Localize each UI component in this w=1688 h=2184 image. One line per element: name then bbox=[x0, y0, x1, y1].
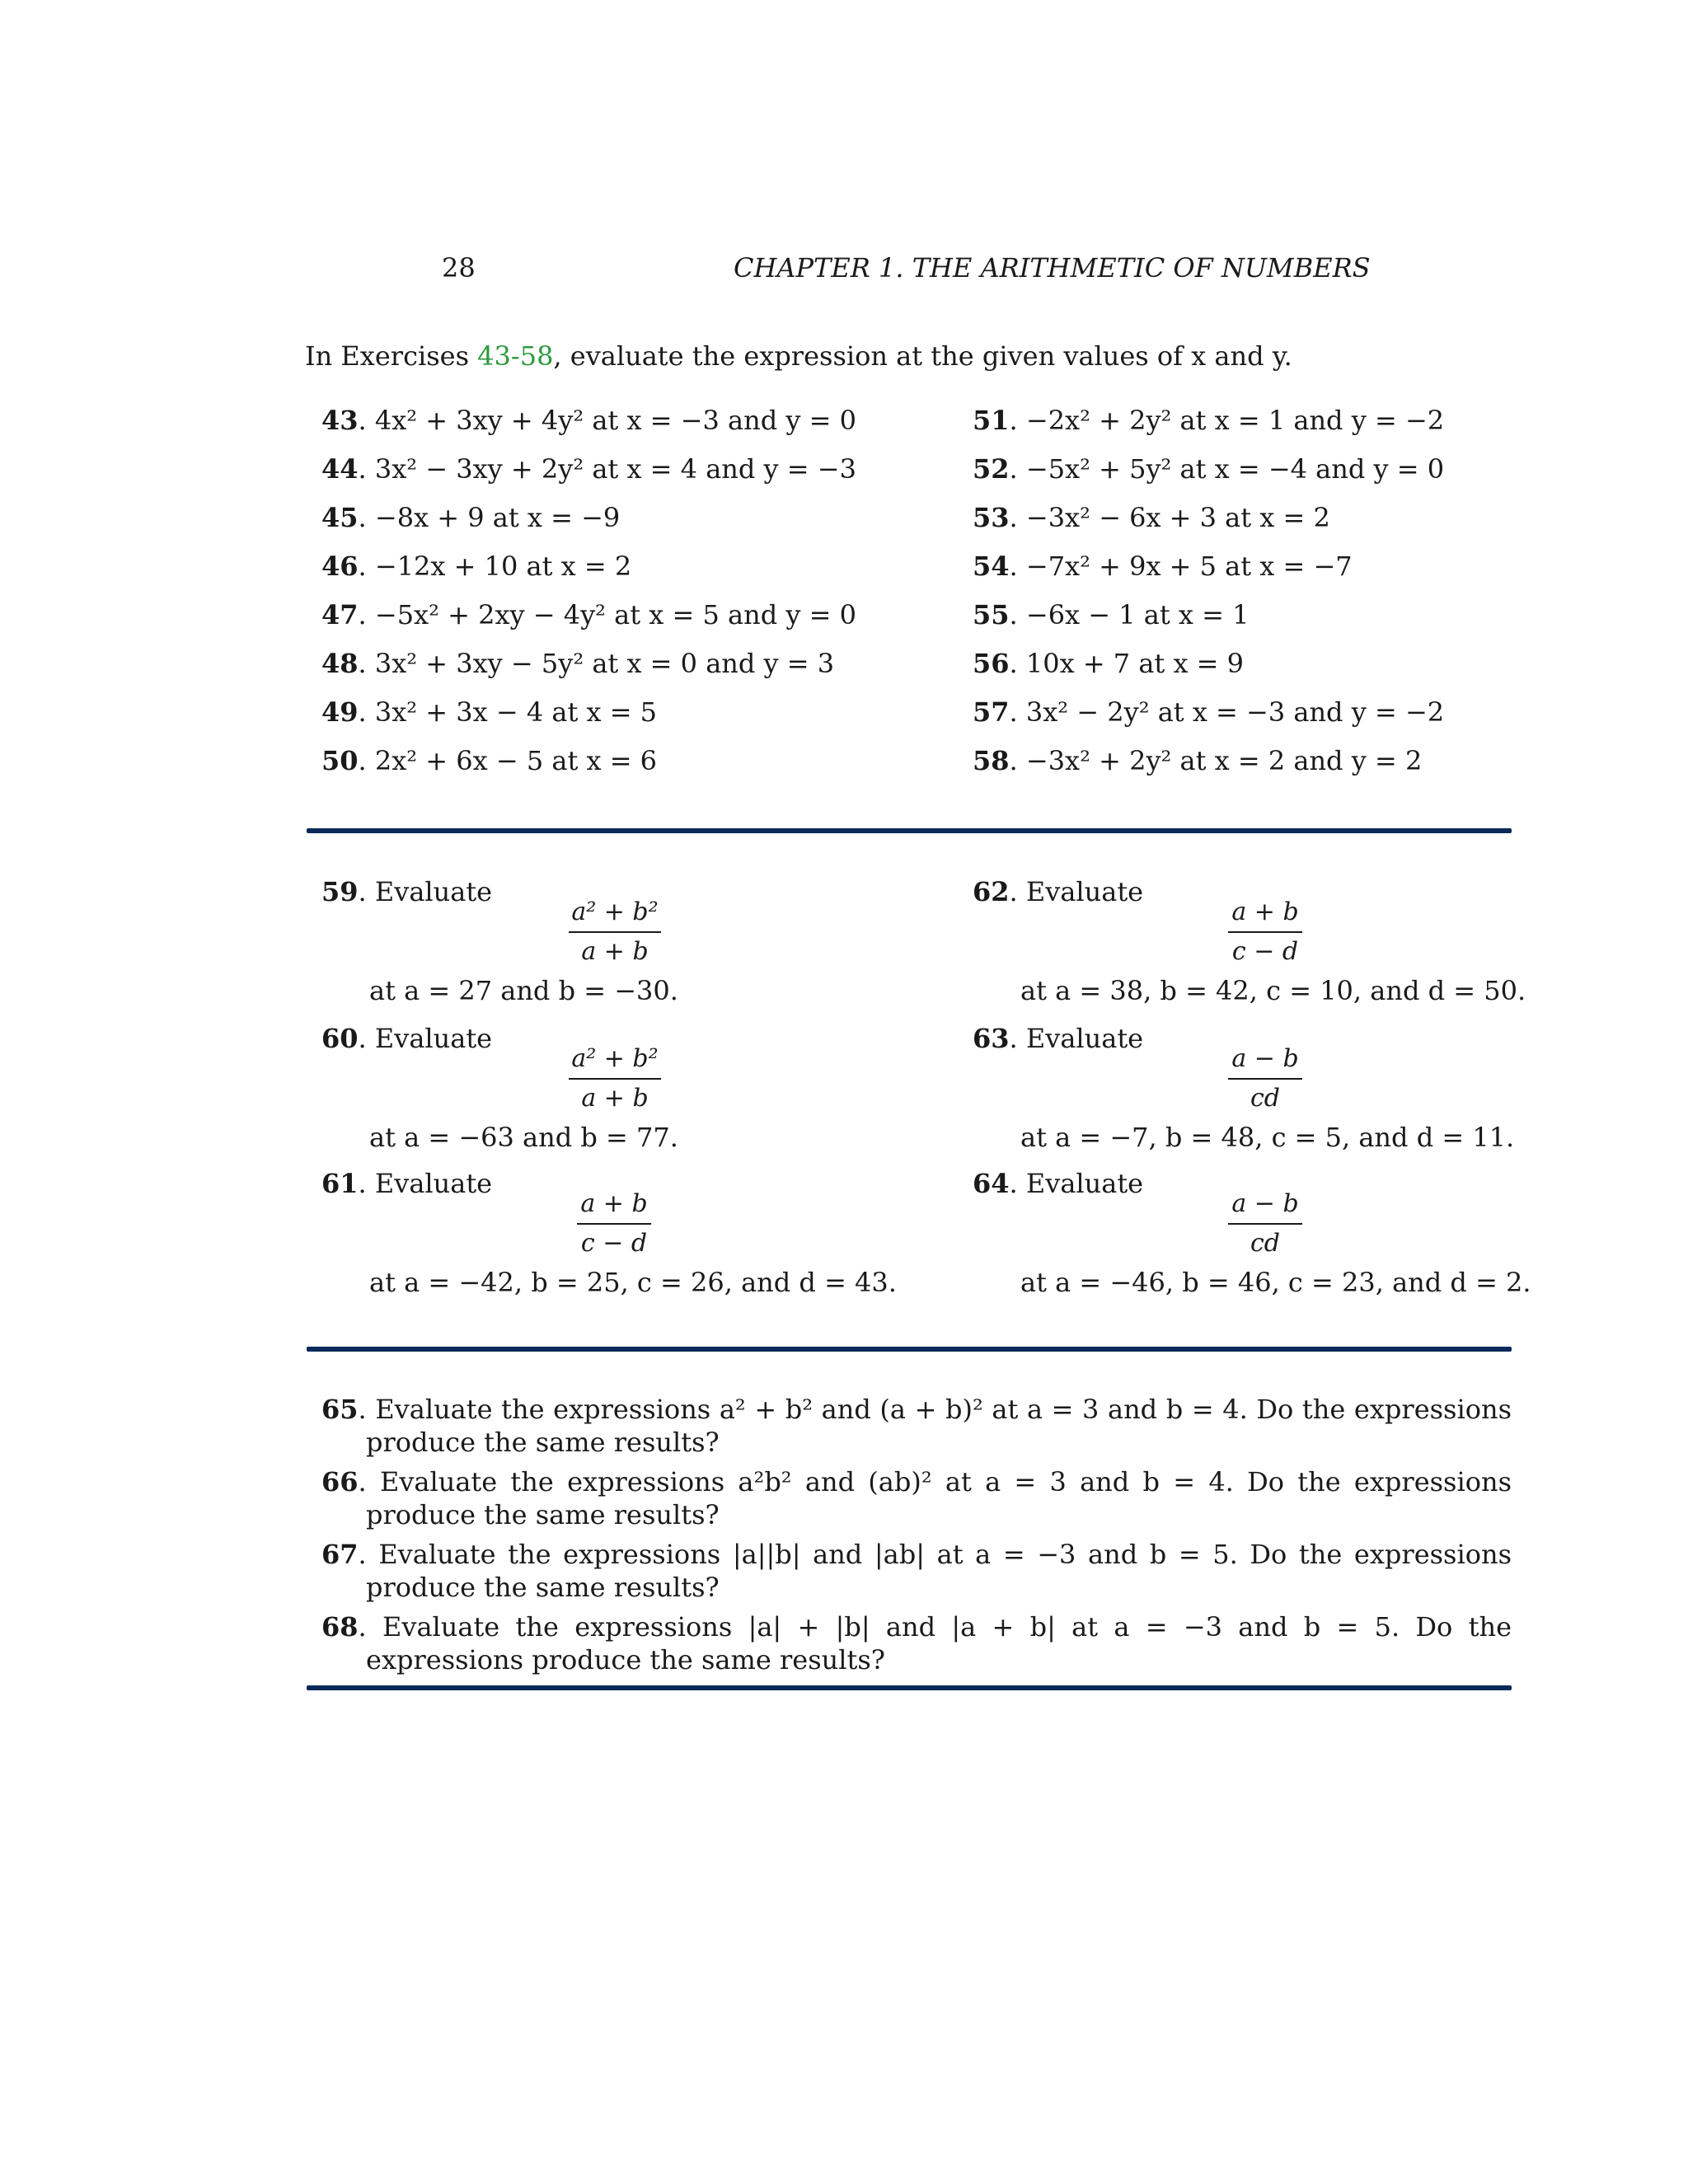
exercise-item: 45. −8x + 9 at x = −9 bbox=[321, 502, 621, 533]
exercise-text: −6x − 1 at x = 1 bbox=[1025, 599, 1250, 630]
exercise-item: 53. −3x² − 6x + 3 at x = 2 bbox=[973, 502, 1330, 533]
exercise-label: 62. Evaluate bbox=[973, 876, 1144, 907]
fraction-numerator: a + b bbox=[1231, 898, 1299, 926]
exercise-link-end[interactable]: 58 bbox=[519, 340, 554, 372]
exercise-number: 44 bbox=[321, 453, 359, 485]
exercise-number: 60 bbox=[321, 1023, 359, 1054]
fraction-bar bbox=[1228, 1223, 1302, 1225]
fraction-bar bbox=[569, 1078, 661, 1080]
fraction-bar bbox=[569, 931, 661, 933]
exercise-values: at a = 27 and b = −30. bbox=[369, 975, 678, 1006]
exercise-text: 3x² − 3xy + 2y² at x = 4 and y = −3 bbox=[374, 453, 856, 485]
exercise-text: −7x² + 9x + 5 at x = −7 bbox=[1025, 551, 1353, 582]
exercise-text: −8x + 9 at x = −9 bbox=[374, 502, 621, 533]
exercise-text: Evaluate bbox=[1025, 1168, 1144, 1199]
fraction-bar bbox=[577, 1223, 651, 1225]
exercise-item: 51. −2x² + 2y² at x = 1 and y = −2 bbox=[973, 405, 1445, 436]
exercise-text: Evaluate bbox=[374, 1168, 493, 1199]
fraction-numerator: a − b bbox=[1231, 1189, 1299, 1218]
intro-suffix: , evaluate the expression at the given values of x and y. bbox=[553, 340, 1292, 372]
exercise-number: 56 bbox=[973, 648, 1010, 679]
exercise-item: 67. Evaluate the expressions |a||b| and |ab| at a = −3 and b = 5. Do the expressions produce the same results? bbox=[321, 1539, 1512, 1603]
exercise-label: 61. Evaluate bbox=[321, 1168, 493, 1199]
fraction-numerator: a + b bbox=[580, 1189, 648, 1218]
exercise-text: −5x² + 2xy − 4y² at x = 5 and y = 0 bbox=[374, 599, 856, 630]
chapter-title: CHAPTER 1. THE ARITHMETIC OF NUMBERS bbox=[734, 252, 1371, 284]
exercise-item: 47. −5x² + 2xy − 4y² at x = 5 and y = 0 bbox=[321, 599, 856, 630]
exercise-text: Evaluate bbox=[374, 876, 493, 907]
exercise-item: 58. −3x² + 2y² at x = 2 and y = 2 bbox=[973, 745, 1423, 776]
fraction-numerator: a² + b² bbox=[571, 1044, 659, 1073]
exercise-text: −3x² + 2y² at x = 2 and y = 2 bbox=[1025, 745, 1423, 776]
fraction-bar bbox=[1228, 1078, 1302, 1080]
exercise-text: −3x² − 6x + 3 at x = 2 bbox=[1025, 502, 1330, 533]
exercise-text: 4x² + 3xy + 4y² at x = −3 and y = 0 bbox=[374, 405, 856, 436]
exercise-values: at a = 38, b = 42, c = 10, and d = 50. bbox=[1020, 975, 1526, 1006]
fraction-denominator: cd bbox=[1250, 1084, 1280, 1113]
exercise-label: 59. Evaluate bbox=[321, 876, 493, 907]
exercise-text: Evaluate the expressions a² + b² and (a + b)² at a = 3 and b = 4. Do the expressions produce the same results? bbox=[366, 1394, 1512, 1458]
exercise-number: 55 bbox=[973, 599, 1010, 630]
exercise-values: at a = −42, b = 25, c = 26, and d = 43. bbox=[369, 1267, 897, 1298]
exercise-number: 54 bbox=[973, 551, 1010, 582]
exercise-label: 63. Evaluate bbox=[973, 1023, 1144, 1054]
fraction-denominator: a + b bbox=[581, 937, 649, 966]
fraction bbox=[1228, 1188, 1302, 1259]
exercise-item: 68. Evaluate the expressions |a| + |b| and |a + b| at a = −3 and b = 5. Do the expressions produce the same results? bbox=[321, 1611, 1512, 1675]
exercise-item: 48. 3x² + 3xy − 5y² at x = 0 and y = 3 bbox=[321, 648, 835, 679]
exercise-number: 43 bbox=[321, 405, 359, 436]
exercise-item: 55. −6x − 1 at x = 1 bbox=[973, 599, 1250, 630]
exercise-text: Evaluate the expressions |a| + |b| and |a + b| at a = −3 and b = 5. Do the expressions produce the same results? bbox=[366, 1611, 1512, 1675]
fraction-denominator: a + b bbox=[581, 1084, 649, 1113]
exercise-number: 67 bbox=[321, 1539, 359, 1570]
exercise-values: at a = −63 and b = 77. bbox=[369, 1122, 678, 1153]
exercise-text: Evaluate bbox=[374, 1023, 493, 1054]
exercise-number: 65 bbox=[321, 1394, 359, 1425]
exercise-item: 65. Evaluate the expressions a² + b² and (a + b)² at a = 3 and b = 4. Do the expressions produce the same results? bbox=[321, 1394, 1512, 1458]
exercise-number: 63 bbox=[973, 1023, 1010, 1054]
exercise-number: 53 bbox=[973, 502, 1010, 533]
exercise-intro bbox=[305, 340, 1292, 373]
exercise-text: 10x + 7 at x = 9 bbox=[1025, 648, 1244, 679]
exercise-number: 66 bbox=[321, 1466, 359, 1497]
exercise-text: Evaluate the expressions a²b² and (ab)² at a = 3 and b = 4. Do the expressions produce the same results? bbox=[366, 1466, 1512, 1530]
exercise-text: 3x² − 2y² at x = −3 and y = −2 bbox=[1025, 696, 1445, 728]
section-divider bbox=[307, 828, 1512, 833]
exercise-text: Evaluate bbox=[1025, 1023, 1144, 1054]
exercise-number: 45 bbox=[321, 502, 359, 533]
exercise-item: 50. 2x² + 6x − 5 at x = 6 bbox=[321, 745, 658, 776]
fraction-denominator: c − d bbox=[580, 1229, 648, 1258]
section-divider bbox=[307, 1347, 1512, 1352]
exercise-link-start[interactable]: 43 bbox=[477, 340, 511, 372]
exercise-item: 57. 3x² − 2y² at x = −3 and y = −2 bbox=[973, 696, 1445, 728]
exercise-number: 49 bbox=[321, 696, 359, 728]
exercise-number: 62 bbox=[973, 876, 1010, 907]
exercise-item: 54. −7x² + 9x + 5 at x = −7 bbox=[973, 551, 1353, 582]
fraction-numerator: a − b bbox=[1231, 1044, 1299, 1073]
exercise-values: at a = −7, b = 48, c = 5, and d = 11. bbox=[1020, 1122, 1515, 1153]
exercise-label: 64. Evaluate bbox=[973, 1168, 1144, 1199]
exercise-number: 51 bbox=[973, 405, 1010, 436]
page-number: 28 bbox=[442, 252, 476, 284]
exercise-number: 58 bbox=[973, 745, 1010, 776]
fraction bbox=[569, 897, 661, 968]
exercise-number: 46 bbox=[321, 551, 359, 582]
exercise-item: 52. −5x² + 5y² at x = −4 and y = 0 bbox=[973, 453, 1445, 485]
exercise-number: 64 bbox=[973, 1168, 1010, 1199]
exercise-number: 61 bbox=[321, 1168, 359, 1199]
exercise-number: 59 bbox=[321, 876, 359, 907]
intro-dash: - bbox=[510, 340, 520, 372]
exercise-text: 3x² + 3x − 4 at x = 5 bbox=[374, 696, 658, 728]
exercise-text: −2x² + 2y² at x = 1 and y = −2 bbox=[1025, 405, 1445, 436]
fraction-denominator: c − d bbox=[1231, 937, 1299, 966]
exercise-number: 47 bbox=[321, 599, 359, 630]
exercise-item: 43. 4x² + 3xy + 4y² at x = −3 and y = 0 bbox=[321, 405, 856, 436]
exercise-number: 68 bbox=[321, 1611, 359, 1643]
exercise-item: 66. Evaluate the expressions a²b² and (ab)² at a = 3 and b = 4. Do the expressions produce the same results? bbox=[321, 1466, 1512, 1530]
exercise-text: Evaluate the expressions |a||b| and |ab| at a = −3 and b = 5. Do the expressions produce the same results? bbox=[366, 1539, 1512, 1603]
exercise-text: 2x² + 6x − 5 at x = 6 bbox=[374, 745, 658, 776]
exercise-values: at a = −46, b = 46, c = 23, and d = 2. bbox=[1020, 1267, 1531, 1298]
exercise-number: 57 bbox=[973, 696, 1010, 728]
fraction-denominator: cd bbox=[1250, 1229, 1280, 1258]
exercise-item: 56. 10x + 7 at x = 9 bbox=[973, 648, 1244, 679]
fraction bbox=[1228, 897, 1302, 968]
intro-prefix: In Exercises bbox=[305, 340, 478, 372]
exercise-number: 50 bbox=[321, 745, 359, 776]
fraction bbox=[1228, 1043, 1302, 1114]
exercise-number: 48 bbox=[321, 648, 359, 679]
fraction-numerator: a² + b² bbox=[571, 898, 659, 926]
section-divider bbox=[307, 1685, 1512, 1690]
fraction bbox=[569, 1043, 661, 1114]
exercise-text: 3x² + 3xy − 5y² at x = 0 and y = 3 bbox=[374, 648, 835, 679]
exercise-item: 44. 3x² − 3xy + 2y² at x = 4 and y = −3 bbox=[321, 453, 856, 485]
fraction-bar bbox=[1228, 931, 1302, 933]
fraction bbox=[577, 1188, 651, 1259]
exercise-item: 49. 3x² + 3x − 4 at x = 5 bbox=[321, 696, 658, 728]
exercise-text: −5x² + 5y² at x = −4 and y = 0 bbox=[1025, 453, 1445, 485]
exercise-text: −12x + 10 at x = 2 bbox=[374, 551, 632, 582]
exercise-text: Evaluate bbox=[1025, 876, 1144, 907]
exercise-item: 46. −12x + 10 at x = 2 bbox=[321, 551, 632, 582]
exercise-label: 60. Evaluate bbox=[321, 1023, 493, 1054]
exercise-number: 52 bbox=[973, 453, 1010, 485]
